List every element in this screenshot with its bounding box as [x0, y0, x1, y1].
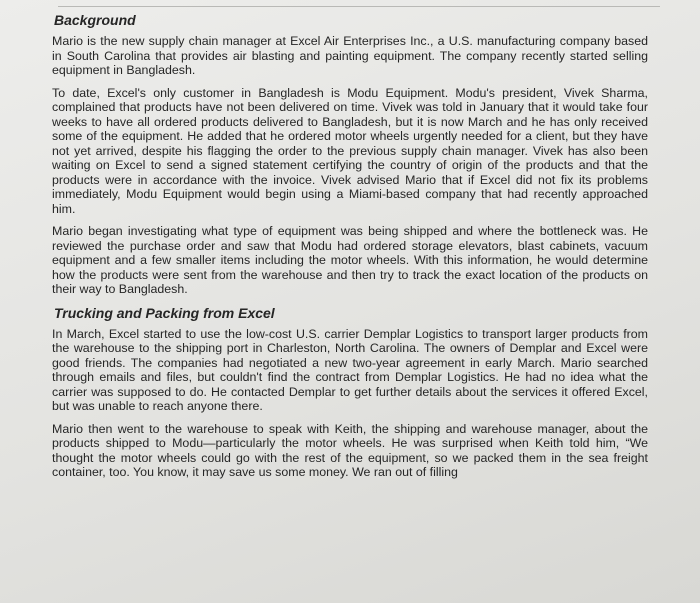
- top-divider: [58, 6, 660, 7]
- paragraph-investigation: Mario began investigating what type of equipment was being shipped and where the bottleneck was. He reviewed the purchase order and saw that Modu had ordered storage elevators, blast cabinets, vacuum equipment and a few smaller items including the motor wheels. With this information, he would determine how the products were sent from the warehouse and then try to track the exact location of the products on their way to Bangladesh.: [52, 224, 648, 296]
- section-heading-background: Background: [54, 12, 136, 28]
- paragraph-customer: To date, Excel's only customer in Bangladesh is Modu Equipment. Modu's president, Vivek Sharma, complained that products have not been delivered on time. Vivek was told in January that it would take four weeks to have all ordered products delivered to Bangladesh, but it is now March and he has only received some of the equipment. He added that he ordered motor wheels urgently needed for a client, but they have not yet arrived, despite his flagging the order to the previous supply chain manager. Vivek has also been waiting on Excel to send a signed statement certifying the country of origin of the products and that the products were in accordance with the invoice. Vivek advised Mario that if Excel did not fix its problems immediately, Modu Equipment would begin using a Miami-based company that had recently approached him.: [52, 85, 648, 216]
- paragraph-intro: Mario is the new supply chain manager at Excel Air Enterprises Inc., a U.S. manufacturing company based in South Carolina that provides air blasting and painting equipment. The company recently started selling equipment in Bangladesh.: [52, 34, 648, 77]
- section-heading-trucking: Trucking and Packing from Excel: [54, 304, 275, 321]
- paragraph-carrier: In March, Excel started to use the low-cost U.S. carrier Demplar Logistics to transport larger products from the warehouse to the shipping port in Charleston, North Carolina. The owners of Demplar and Excel were good friends. The companies had negotiated a new two-year agreement in early March. Mario searched through emails and files, but couldn't find the contract from Demplar Logistics. He had no idea what the carrier was supposed to do. He contacted Demplar to get further details about the services it offered Excel, but was unable to reach anyone there.: [52, 326, 648, 413]
- paragraph-warehouse: Mario then went to the warehouse to speak with Keith, the shipping and warehouse manager, about the products shipped to Modu—particularly the motor wheels. He was surprised when Keith told him, “We thought the motor wheels could go with the rest of the equipment, so we packed them in the sea freight container, too. You know, it may save us some money. We ran out of filling: [52, 421, 648, 479]
